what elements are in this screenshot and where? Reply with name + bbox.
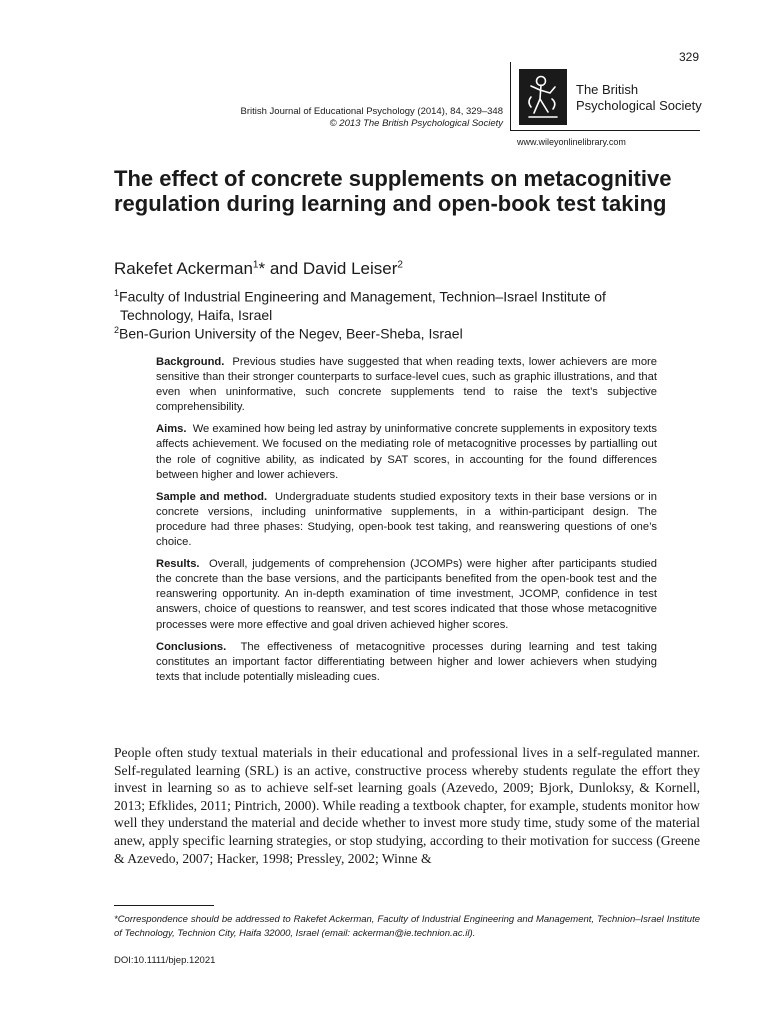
corresponding-author-marker: * — [258, 259, 266, 278]
author-2-affiliation-marker: 2 — [397, 259, 403, 271]
footnote-rule — [114, 905, 214, 906]
affiliation-1-line1: Faculty of Industrial Engineering and Management, Technion–Israel Institute of — [119, 288, 606, 305]
journal-citation: British Journal of Educational Psychology (2014), 84, 329–348 — [240, 106, 503, 117]
header-vertical-rule — [510, 62, 511, 130]
abstract-heading: Aims. — [156, 423, 187, 436]
abstract-text: The effectiveness of metacognitive processes during learning and test taking constitutes an important factor differentiating between higher and lower achievers when studying texts that include potentially misleading cues. — [156, 640, 657, 683]
abstract-heading: Sample and method. — [156, 490, 268, 503]
abstract-sample-method — [156, 490, 657, 550]
affiliation-2 — [114, 321, 694, 343]
author-list — [114, 259, 403, 279]
affiliation-1 — [114, 284, 694, 324]
header-horizontal-rule — [510, 130, 700, 131]
abstract-conclusions — [156, 640, 657, 685]
article-title: The effect of concrete supplements on metacognitive regulation during learning and open-book test taking — [114, 166, 672, 216]
abstract-results — [156, 557, 657, 632]
society-name — [576, 82, 702, 114]
journal-copyright: © 2013 The British Psychological Society — [329, 118, 503, 129]
society-name-line1: The British — [576, 82, 639, 97]
author-1-affiliation-marker: 1 — [252, 259, 259, 271]
abstract-background — [156, 355, 657, 415]
page-number: 329 — [678, 50, 699, 64]
correspondence-footnote: *Correspondence should be addressed to Rakefet Ackerman, Faculty of Industrial Engineering and Management, Technion–Israel Institute of Technology, Technion City, Haifa 32000, Israel (email: ackerman@ie.technion.ac.il). — [114, 914, 700, 939]
society-name-line2: Psychological Society — [576, 98, 702, 113]
abstract-heading: Conclusions. — [156, 640, 227, 653]
author-1-name: Rakefet Ackerman — [114, 259, 253, 278]
society-logo-icon — [519, 69, 567, 125]
abstract-text: Overall, judgements of comprehension (JCOMPs) were higher after participants studied the concrete than the base versions, and the participants benefited from the open-book test and the reanswering opportunity. An in-depth examination of time investment, JCOMP, confidence in test answers, choice of questions to reanswer, and test scores indicated that those whose metacognitive processes were more effective and goal driven achieved higher scores. — [156, 558, 658, 631]
affiliation-2-marker: 2 — [114, 325, 120, 335]
doi: DOI:10.1111/bjep.12021 — [114, 955, 216, 966]
abstract-text: Undergraduate students studied expository texts in their base versions or in concrete versions, including uninformative supplements, in a within-participant design. The procedure had three phases: Studying, open-book test taking, and reanswering questions of one’s choice. — [156, 490, 658, 549]
affiliation-1-line2: Technology, Haifa, Israel — [120, 306, 273, 323]
abstract-aims — [156, 422, 657, 482]
abstract-text: We examined how being led astray by uninformative concrete supplements in expository texts affects achievement. We focused on the mediating role of metacognitive processes by partialling out the role of cognitive ability, as indicated by SAT scores, in accounting for the found differences between higher and lower achievers. — [156, 423, 658, 481]
abstract — [156, 355, 657, 692]
author-2-name: and David Leiser — [265, 259, 398, 278]
affiliation-2-line1: Ben-Gurion University of the Negev, Beer-Sheba, Israel — [119, 325, 463, 342]
publisher-website: www.wileyonlinelibrary.com — [517, 137, 626, 147]
journal-citation-block — [160, 106, 503, 130]
affiliation-1-marker: 1 — [114, 288, 120, 298]
abstract-heading: Background. — [156, 356, 225, 368]
abstract-text: Previous studies have suggested that when reading texts, lower achievers are more sensitive than their stronger counterparts to surface-level cues, such as graphic illustrations, and that even when uninformative, such concrete supplements tend to raise the text’s subjective comprehensibility. — [156, 356, 658, 414]
body-paragraph: People often study textual materials in their educational and professional lives in a self-regulated manner. Self-regulated learning (SRL) is an active, constructive process whereby students regulate the effort they invest in learning so as to achieve self-set learning goals (Azevedo, 2009; Bjork, Dunloksy, & Kornell, 2013; Efklides, 2011; Pintrich, 2000). While reading a textbook chapter, for example, students monitor how well they understand the material and decide whether to invest more study time, study some of the material anew, apply specific learning strategies, or stop studying, according to their motivation for success (Greene & Azevedo, 2007; Hacker, 1998; Pressley, 2002; Winne & — [114, 745, 700, 866]
abstract-heading: Results. — [156, 558, 200, 571]
